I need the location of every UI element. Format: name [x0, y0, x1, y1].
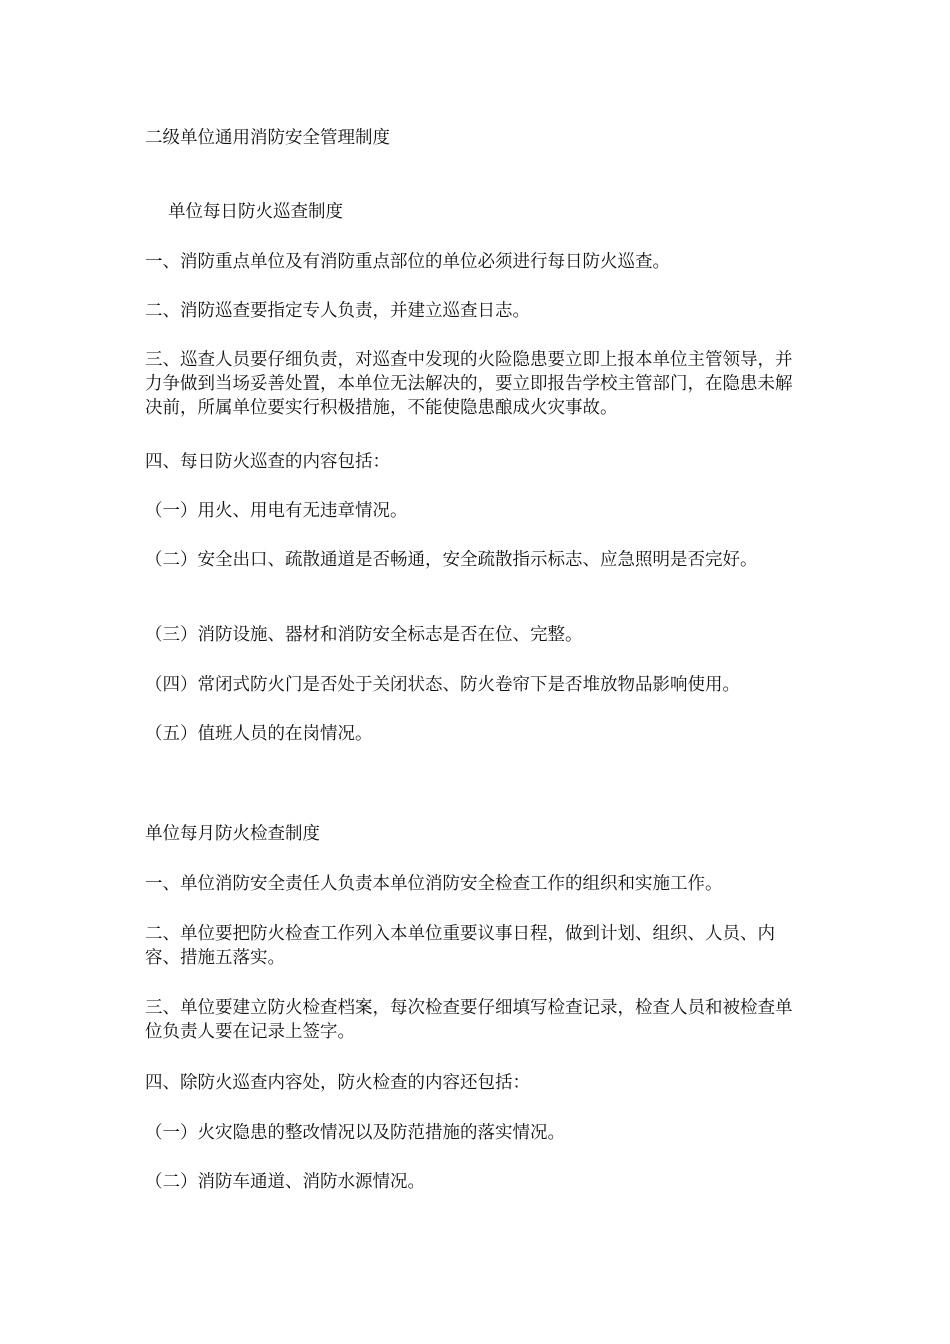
list-item: （三）消防设施、器材和消防安全标志是否在位、完整。 [145, 625, 583, 645]
paragraph: 二、单位要把防火检查工作列入本单位重要议事日程，做到计划、组织、人员、内容、措施五落实。 [145, 924, 775, 968]
list-item: （四）常闭式防火门是否处于关闭状态、防火卷帘下是否堆放物品影响使用。 [145, 675, 740, 695]
paragraph: 二、消防巡查要指定专人负责，并建立巡查日志。 [145, 301, 530, 321]
paragraph: 一、消防重点单位及有消防重点部位的单位必须进行每日防火巡查。 [145, 252, 670, 272]
paragraph: 四、除防火巡查内容处，防火检查的内容还包括： [145, 1073, 530, 1093]
paragraph: 三、单位要建立防火检查档案，每次检查要仔细填写检查记录，检查人员和被检查单位负责人要在记录上签字。 [145, 998, 793, 1042]
paragraph: 四、每日防火巡查的内容包括： [145, 452, 390, 472]
list-item: （一）火灾隐患的整改情况以及防范措施的落实情况。 [145, 1123, 565, 1143]
list-item: （二）安全出口、疏散通道是否畅通，安全疏散指示标志、应急照明是否完好。 [145, 550, 758, 570]
list-item: （一）用火、用电有无违章情况。 [145, 501, 408, 521]
document-title: 二级单位通用消防安全管理制度 [145, 128, 390, 148]
section-heading-monthly-check: 单位每月防火检查制度 [145, 824, 320, 844]
list-item: （五）值班人员的在岗情况。 [145, 724, 373, 744]
section-heading-daily-patrol: 单位每日防火巡查制度 [168, 202, 343, 222]
paragraph: 三、巡查人员要仔细负责，对巡查中发现的火险隐患要立即上报本单位主管领导，并力争做到当场妥善处置，本单位无法解决的，要立即报告学校主管部门，在隐患未解决前，所属单位要实行积极措施，不能使隐患酿成火灾事故。 [145, 350, 793, 418]
list-item: （二）消防车通道、消防水源情况。 [145, 1172, 425, 1192]
paragraph: 一、单位消防安全责任人负责本单位消防安全检查工作的组织和实施工作。 [145, 874, 723, 894]
